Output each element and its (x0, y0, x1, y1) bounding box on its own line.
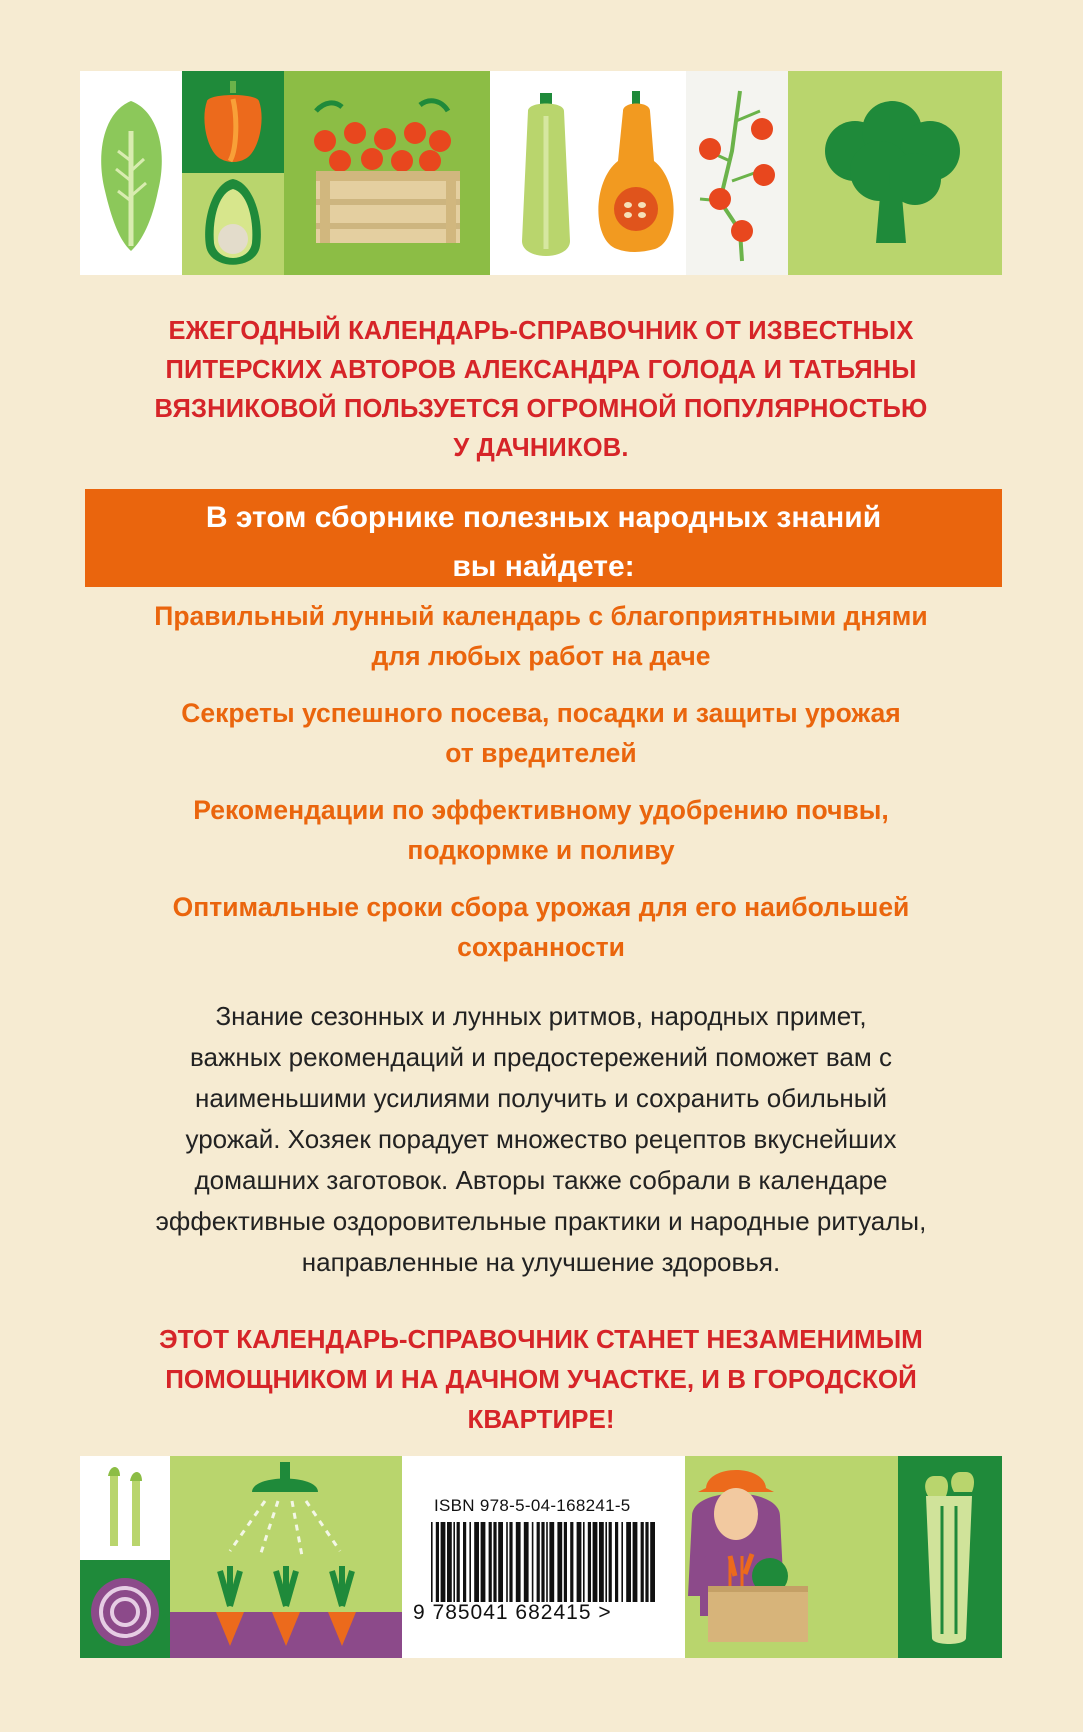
barcode-bar (557, 1522, 562, 1602)
closing-line: ПОМОЩНИКОМ И НА ДАЧНОМ УЧАСТКЕ, И В ГОРОДСКОЙ (165, 1364, 917, 1394)
isbn-barcode-panel (402, 1456, 685, 1658)
closing-line: КВАРТИРЕ! (467, 1404, 615, 1434)
barcode-bar (498, 1522, 503, 1602)
barcode-bar (447, 1522, 452, 1602)
red-onion-icon (91, 1578, 159, 1646)
barcode (431, 1522, 656, 1602)
barcode-bar (626, 1522, 631, 1602)
barcode-bar (583, 1522, 585, 1602)
closing-paragraph (90, 1319, 992, 1439)
barcode-digits: 9 785041 682415 > (413, 1601, 612, 1624)
feature-item (90, 790, 992, 870)
barcode-bar (516, 1522, 521, 1602)
barcode-bar (441, 1522, 446, 1602)
body-line: направленные на улучшение здоровья. (301, 1247, 781, 1277)
feature-line: для любых работ на даче (371, 641, 711, 671)
barcode-bar (609, 1522, 612, 1602)
barcode-bar (564, 1522, 567, 1602)
barcode-bar (549, 1522, 554, 1602)
barcode-bar (509, 1522, 512, 1602)
barcode-bar (493, 1522, 496, 1602)
barcode-bar (506, 1522, 508, 1602)
barcode-bar (474, 1522, 479, 1602)
barcode-bar (650, 1522, 655, 1602)
barcode-bar (431, 1522, 433, 1602)
feature-line: Правильный лунный календарь с благоприятными днями (154, 601, 928, 631)
closing-line: ЭТОТ КАЛЕНДАРЬ-СПРАВОЧНИК СТАНЕТ НЕЗАМЕНИМЫМ (159, 1324, 923, 1354)
body-line: Знание сезонных и лунных ритмов, народных примет, (215, 1001, 867, 1031)
feature-line: Оптимальные сроки сбора урожая для его наибольшей (172, 892, 910, 922)
feature-line: Рекомендации по эффективному удобрению почвы, (193, 795, 889, 825)
barcode-bar (593, 1522, 598, 1602)
barcode-bar (577, 1522, 582, 1602)
isbn-label: ISBN 978-5-04-168241-5 (434, 1496, 631, 1515)
barcode-bar (481, 1522, 486, 1602)
feature-line: сохранности (457, 932, 625, 962)
barcode-bar (621, 1522, 623, 1602)
barcode-bar (546, 1522, 548, 1602)
barcode-bar (532, 1522, 534, 1602)
feature-line: от вредителей (445, 738, 637, 768)
intro-line: ЕЖЕГОДНЫЙ КАЛЕНДАРЬ-СПРАВОЧНИК ОТ ИЗВЕСТНЫХ (168, 317, 914, 345)
barcode-bar (524, 1522, 529, 1602)
feature-item (90, 887, 992, 967)
body-line: важных рекомендаций и предостережений поможет вам с (190, 1042, 892, 1072)
barcode-bar (570, 1522, 573, 1602)
intro-line: ВЯЗНИКОВОЙ ПОЛЬЗУЕТСЯ ОГРОМНОЙ ПОПУЛЯРНОСТЬЮ (154, 395, 928, 423)
top-vegetable-banner (80, 71, 1002, 275)
celery-icon (925, 1472, 974, 1644)
barcode-bar (436, 1522, 439, 1602)
body-line: эффективные оздоровительные практики и народные ритуалы, (155, 1206, 927, 1236)
barcode-bar (457, 1522, 460, 1602)
barcode-bar (615, 1522, 618, 1602)
intro-line: ПИТЕРСКИХ АВТОРОВ АЛЕКСАНДРА ГОЛОДА И ТАТЬЯНЫ (165, 356, 917, 384)
barcode-bar (537, 1522, 540, 1602)
orange-heading-bar (85, 489, 1002, 587)
barcode-bar (463, 1522, 466, 1602)
barcode-bar (641, 1522, 644, 1602)
body-line: домашних заготовок. Авторы также собрали в календаре (194, 1165, 888, 1195)
barcode-bar (645, 1522, 648, 1602)
barcode-bar (453, 1522, 455, 1602)
barcode-bar (599, 1522, 604, 1602)
feature-item (90, 693, 992, 773)
barcode-bar (489, 1522, 492, 1602)
feature-line: Секреты успешного посева, посадки и защиты урожая (181, 698, 901, 728)
intro-line: У ДАЧНИКОВ. (453, 434, 629, 462)
body-line: урожай. Хозяек порадует множество рецептов вкуснейших (185, 1124, 897, 1154)
barcode-bar (633, 1522, 638, 1602)
barcode-bar (541, 1522, 544, 1602)
intro-paragraph (90, 312, 992, 468)
heading-line: вы найдете: (452, 550, 635, 583)
description-paragraph (75, 996, 1007, 1283)
barcode-bar (588, 1522, 591, 1602)
body-line: наименьшими усилиями получить и сохранить обильный (195, 1083, 887, 1113)
barcode-bar (469, 1522, 471, 1602)
feature-item (90, 596, 992, 676)
barcode-bar (605, 1522, 607, 1602)
zucchini-icon (522, 93, 570, 256)
feature-line: подкормке и поливу (407, 835, 675, 865)
heading-line: В этом сборнике полезных народных знаний (205, 501, 882, 534)
feature-list (90, 596, 992, 984)
